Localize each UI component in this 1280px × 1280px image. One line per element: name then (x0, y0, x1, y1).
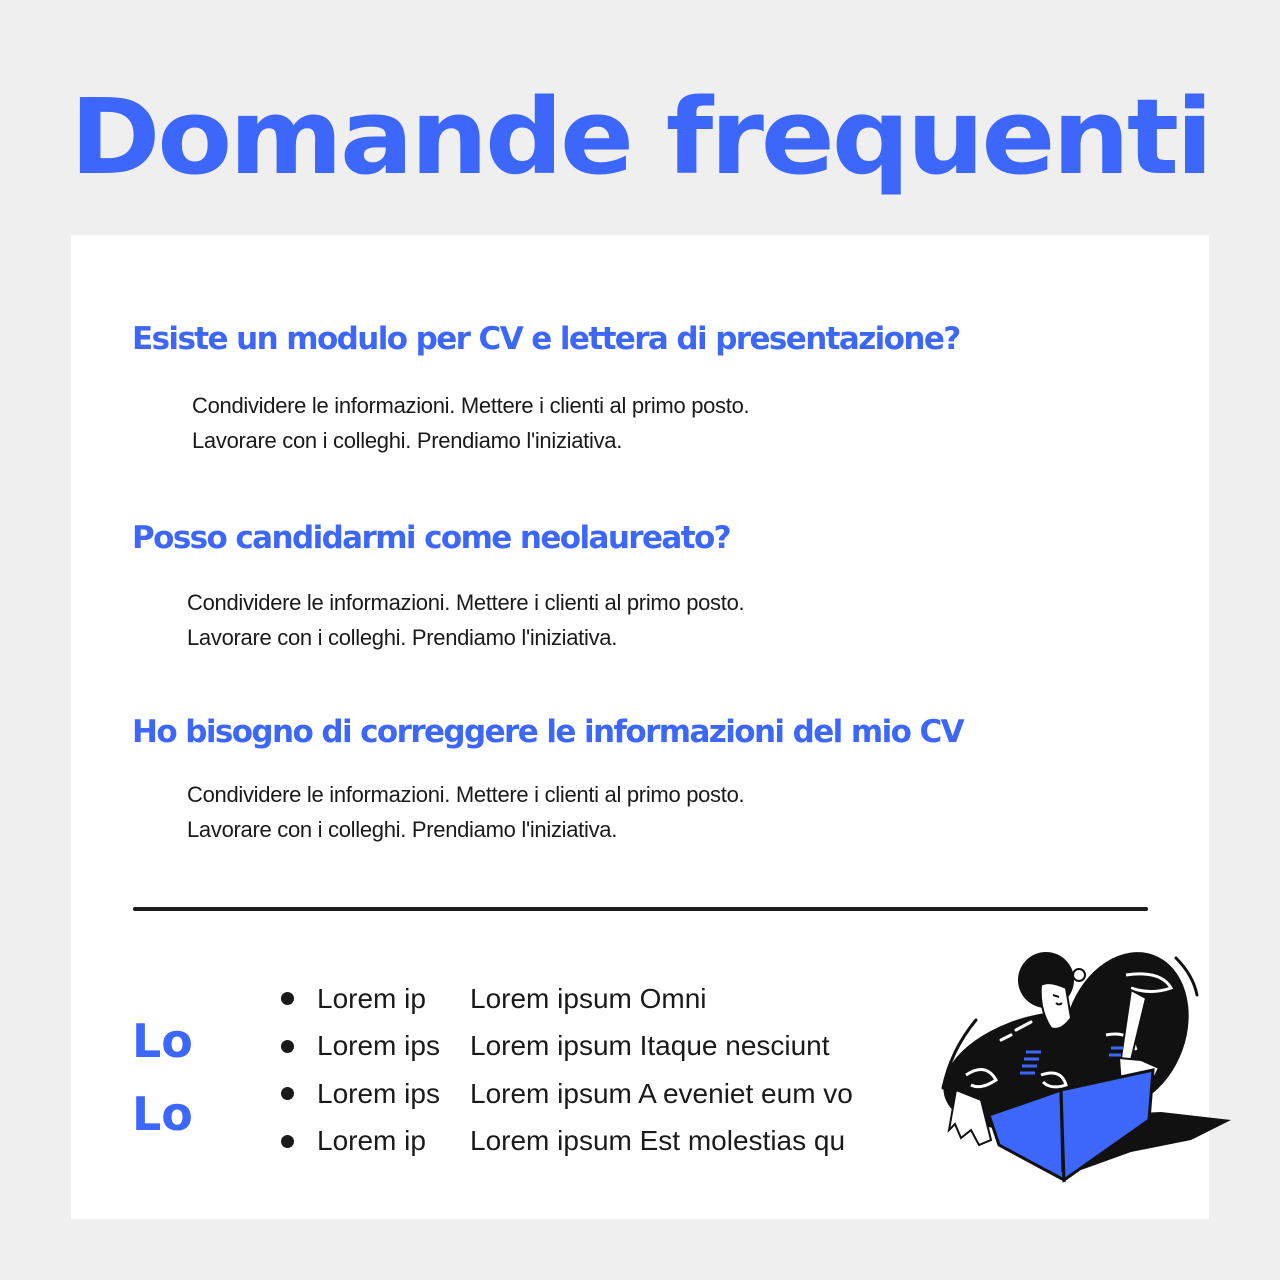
bullet-value: Lorem ipsum Itaque nesciunt (470, 1030, 830, 1062)
faq-answer-line: Condividere le informazioni. Mettere i clienti al primo posto. (187, 590, 745, 615)
side-label-line: Lo (132, 1014, 193, 1068)
bullet-key: Lorem ip (317, 982, 426, 1014)
list-item (281, 1023, 853, 1071)
list-item (281, 1070, 853, 1118)
bullet-value: Lorem ipsum Omni (470, 982, 707, 1014)
faq-answer (192, 388, 749, 458)
bullet-icon (281, 992, 294, 1005)
faq-question: Ho bisogno di correggere le informazioni del mio CV (132, 714, 964, 750)
faq-answer-line: Condividere le informazioni. Mettere i clienti al primo posto. (192, 393, 750, 418)
faq-question: Esiste un modulo per CV e lettera di presentazione? (132, 321, 960, 357)
page-title: Domande frequenti (69, 76, 1211, 198)
bullet-icon (281, 1135, 294, 1148)
side-label (132, 1005, 193, 1151)
list-item (281, 975, 853, 1023)
bullet-icon (281, 1040, 294, 1053)
faq-answer (187, 777, 744, 847)
divider (133, 907, 1148, 911)
bullet-list (281, 975, 853, 1165)
faq-question: Posso candidarmi come neolaureato? (132, 520, 731, 556)
bullet-key: Lorem ip (317, 1125, 426, 1157)
bullet-icon (281, 1087, 294, 1100)
list-item (281, 1118, 853, 1166)
bullet-key: Lorem ips (317, 1077, 440, 1109)
bullet-value: Lorem ipsum A eveniet eum vo (470, 1077, 853, 1109)
faq-answer-line: Condividere le informazioni. Mettere i clienti al primo posto. (187, 782, 745, 807)
person-unpacking-box-illustration (931, 940, 1241, 1190)
bullet-value: Lorem ipsum Est molestias qu (470, 1125, 846, 1157)
faq-answer-line: Lavorare con i colleghi. Prendiamo l'iniziativa. (192, 428, 623, 453)
bullet-key: Lorem ips (317, 1030, 440, 1062)
faq-answer (187, 585, 744, 655)
faq-card (71, 235, 1209, 1219)
faq-answer-line: Lavorare con i colleghi. Prendiamo l'iniziativa. (187, 817, 618, 842)
faq-answer-line: Lavorare con i colleghi. Prendiamo l'iniziativa. (187, 625, 618, 650)
side-label-line: Lo (132, 1087, 193, 1141)
